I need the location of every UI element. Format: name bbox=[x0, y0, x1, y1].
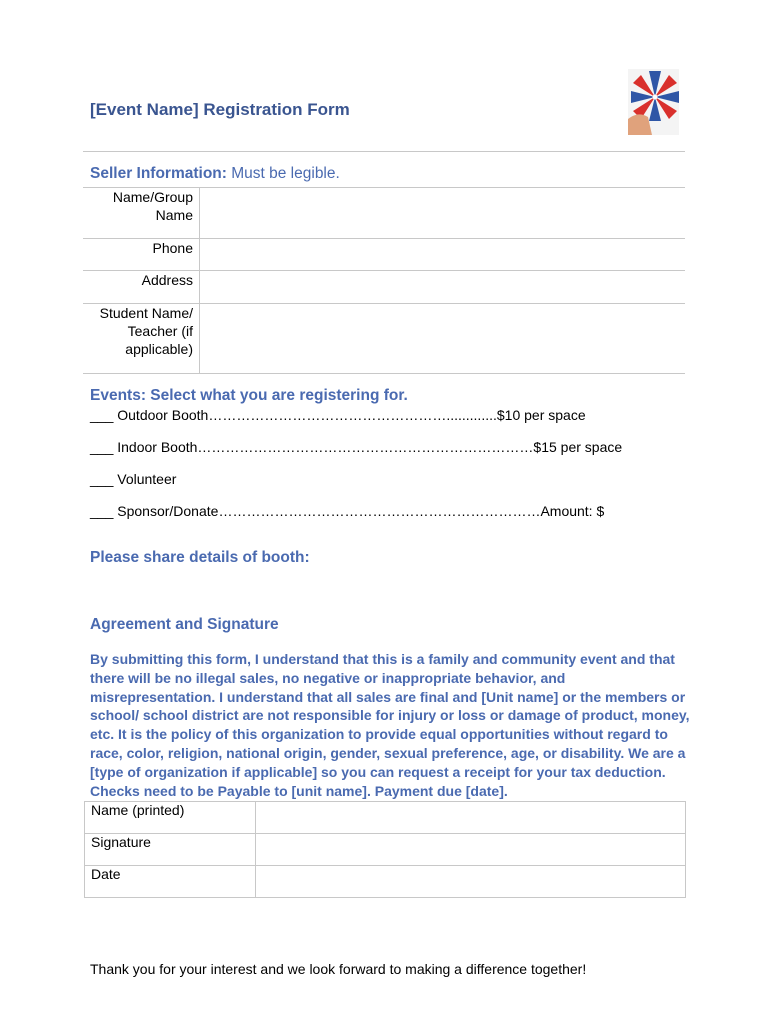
seller-row-student bbox=[83, 304, 685, 374]
booth-details-heading: Please share details of booth: bbox=[90, 549, 310, 566]
event-option-volunteer[interactable] bbox=[90, 471, 176, 487]
signature-table bbox=[84, 801, 686, 898]
student-teacher-field[interactable] bbox=[200, 304, 686, 374]
signature-row bbox=[85, 866, 686, 898]
event-name: Volunteer bbox=[117, 471, 177, 487]
agreement-heading: Agreement and Signature bbox=[90, 616, 279, 633]
event-option-outdoor[interactable] bbox=[90, 407, 586, 423]
footer-thank-you: Thank you for your interest and we look forward to making a difference together! bbox=[90, 961, 587, 977]
event-blank: ___ bbox=[90, 503, 114, 519]
signature-field[interactable] bbox=[256, 834, 686, 866]
event-option-sponsor[interactable] bbox=[90, 503, 604, 519]
event-price: Amount: $ bbox=[540, 503, 605, 519]
event-option-indoor[interactable] bbox=[90, 439, 622, 455]
name-group-field[interactable] bbox=[200, 188, 686, 239]
event-leader-dots: ……………………………………………………………… bbox=[197, 439, 534, 455]
signature-row bbox=[85, 834, 686, 866]
event-name: Indoor Booth bbox=[117, 439, 198, 455]
seller-heading bbox=[90, 165, 340, 183]
address-field[interactable] bbox=[200, 271, 686, 304]
seller-heading-bold: Seller Information: bbox=[90, 165, 227, 182]
event-blank: ___ bbox=[90, 407, 114, 423]
event-leader-dots: ……………………………………………............. bbox=[208, 407, 497, 423]
agreement-text: By submitting this form, I understand that this is a family and community event and that there will be no illegal sales, no negative or inappropriate behavior, and misrepresentation. I understand that all sales are final and [Unit name] or the members or school/ school district are not responsible for injury or loss or damage of product, money, etc. It is the policy of this organization to provide equal opportunities without regard to race, color, religion, national origin, gender, sexual preference, age, or disability. We are a [type of organization if applicable] so you can request a receipt for your tax deduction. Checks need to be Payable to [unit name]. Payment due [date]. bbox=[90, 651, 690, 799]
seller-label: Phone bbox=[83, 239, 200, 271]
booth-details-field[interactable] bbox=[90, 572, 685, 610]
events-heading: Events: Select what you are registering for. bbox=[90, 387, 408, 404]
pinwheel-logo bbox=[628, 69, 679, 135]
signature-label: Date bbox=[85, 866, 256, 898]
event-name: Outdoor Booth bbox=[117, 407, 209, 423]
seller-label: Student Name/ Teacher (if applicable) bbox=[83, 304, 200, 374]
seller-label: Name/Group Name bbox=[83, 188, 200, 239]
date-field[interactable] bbox=[256, 866, 686, 898]
phone-field[interactable] bbox=[200, 239, 686, 271]
seller-label: Address bbox=[83, 271, 200, 304]
seller-heading-note: Must be legible. bbox=[226, 165, 340, 182]
title-divider bbox=[83, 151, 685, 152]
seller-info-table bbox=[83, 187, 685, 374]
seller-row-name bbox=[83, 188, 685, 239]
event-blank: ___ bbox=[90, 439, 114, 455]
event-price: $10 per space bbox=[496, 407, 586, 423]
seller-row-phone bbox=[83, 239, 685, 271]
event-leader-dots: …………………………………………………………… bbox=[218, 503, 541, 519]
name-printed-field[interactable] bbox=[256, 802, 686, 834]
event-name: Sponsor/Donate bbox=[117, 503, 219, 519]
event-blank: ___ bbox=[90, 471, 114, 487]
seller-row-address bbox=[83, 271, 685, 304]
signature-row bbox=[85, 802, 686, 834]
signature-label: Signature bbox=[85, 834, 256, 866]
form-title: [Event Name] Registration Form bbox=[90, 100, 350, 119]
event-price: $15 per space bbox=[533, 439, 623, 455]
signature-label: Name (printed) bbox=[85, 802, 256, 834]
